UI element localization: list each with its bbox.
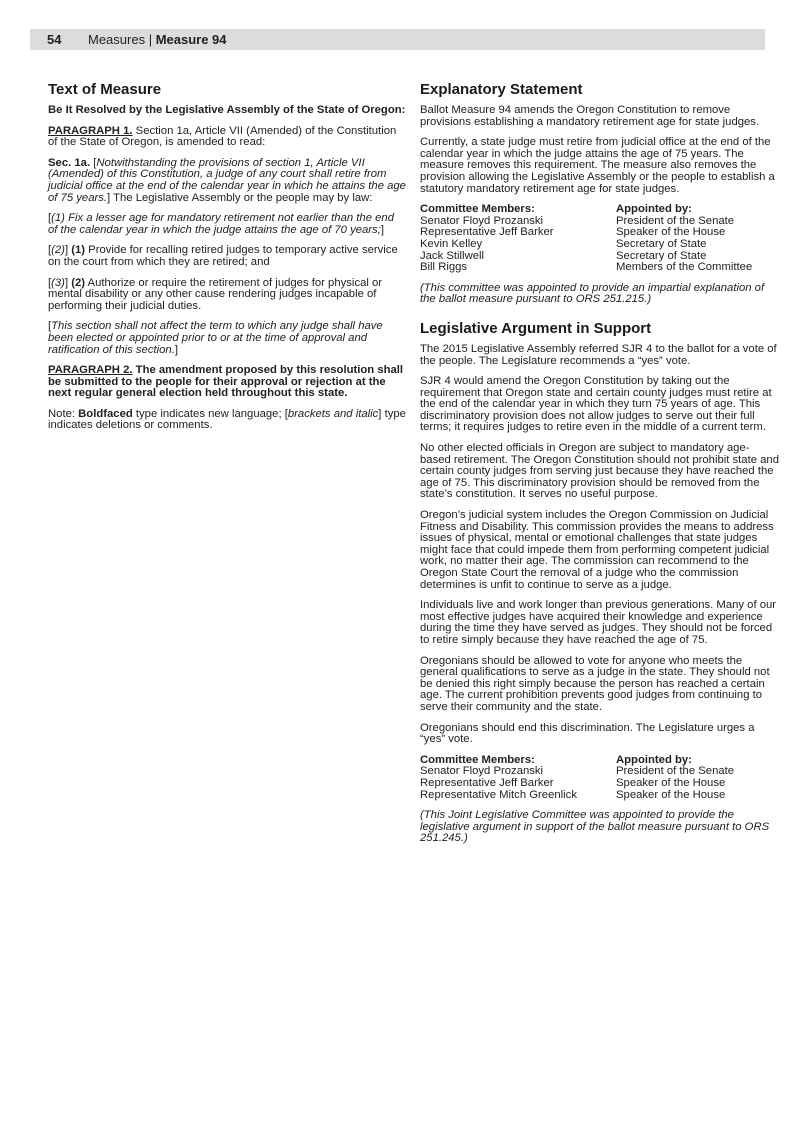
committee-members-header: Committee Members:	[420, 203, 535, 216]
text-run: [	[48, 212, 52, 225]
text-run: ]	[174, 343, 178, 356]
left-column	[48, 81, 406, 441]
paragraph	[48, 409, 406, 432]
section-breadcrumb	[88, 32, 227, 47]
legislative-argument-heading: Legislative Argument in Support	[420, 319, 652, 337]
legislative-committee-note: (This Joint Legislative Committee was appointed to provide the legislative argument in support of the ballot measure pursuant to ORS 251.245.)	[420, 809, 770, 845]
explanatory-committee-note: (This committee was appointed to provide an impartial explanation of the ballot measure pursuant to ORS 251.215.)	[420, 281, 765, 306]
text-run: Oregonians should end this discrimination. The Legislature urges a “yes” vote.	[420, 721, 755, 746]
text-run: ] type indicates deletions or comments.	[48, 407, 406, 432]
right-column	[420, 81, 780, 854]
committee-member-name: Kevin Kelley	[420, 237, 483, 250]
page-header	[30, 29, 765, 50]
paragraph	[420, 344, 780, 367]
paragraph	[48, 105, 406, 117]
paragraph	[420, 656, 780, 714]
text-run: Oregon’s judicial system includes the Oregon Commission on Judicial Fitness and Disability. This commission provides the means to address issues of physical, mental or emotional challenges that state judges might face that could impede them from performing competent judicial work, no matter their age. The commission can recommend to the Oregon State Court the removal of a judge who the commission determines is unfit to continue to serve as a judge.	[420, 509, 774, 591]
committee-member-appointed-by: Speaker of the House	[616, 788, 726, 801]
section-name: Measures	[88, 32, 146, 47]
committee-member-appointed-by: President of the Senate	[616, 214, 735, 227]
committee-member-name: Senator Floyd Prozanski	[420, 214, 544, 227]
text-run: Provide for recalling retired judges to temporary active service on the court from which they are retired; and	[48, 244, 398, 268]
breadcrumb-separator: |	[145, 32, 156, 47]
text-run: The 2015 Legislative Assembly referred SJR 4 to the ballot for a vote of the people. The Legislature recommends a “yes” vote.	[420, 342, 777, 367]
text-run: Authorize or require the retirement of judges for physical or mental disability or any other cause rendering judges incapable of performing their judicial duties.	[48, 276, 383, 312]
paragraph	[48, 245, 406, 268]
explanatory-statement-body	[420, 105, 780, 195]
explanatory-statement-heading: Explanatory Statement	[420, 81, 583, 98]
committee-member-appointed-by: Secretary of State	[616, 237, 707, 250]
committee-member-appointed-by: Speaker of the House	[616, 226, 726, 239]
text-run: PARAGRAPH 2.	[48, 364, 133, 377]
text-run: Boldfaced	[78, 407, 133, 420]
text-run: This section shall not affect the term to which any judge shall have been elected or appointed prior to or at the time of approval and ratification of this section.	[48, 320, 383, 356]
committee-member-appointed-by: Secretary of State	[616, 249, 707, 262]
committee-member-appointed-by: President of the Senate	[616, 765, 735, 778]
text-run: [	[90, 156, 97, 169]
paragraph	[48, 213, 406, 236]
paragraph	[420, 723, 780, 746]
paragraph	[420, 105, 780, 128]
committee-member-name: Representative Mitch Greenlick	[420, 788, 577, 801]
text-run: (3)	[51, 276, 65, 289]
committee-member-name: Bill Riggs	[420, 261, 468, 274]
text-run: Be It Resolved by the Legislative Assembly of the State of Oregon:	[48, 104, 406, 116]
text-run: ] The Legislative Assembly or the people may by law:	[107, 191, 373, 204]
paragraph	[420, 510, 780, 591]
paragraph	[420, 137, 780, 195]
appointed-by-header: Appointed by:	[616, 203, 692, 216]
committee-member-name: Jack Stillwell	[420, 249, 485, 262]
text-of-measure-body	[48, 105, 406, 432]
paragraph	[48, 365, 406, 400]
paragraph	[48, 158, 406, 204]
paragraph	[48, 278, 406, 313]
text-run: [	[48, 244, 52, 257]
text-run: Ballot Measure 94 amends the Oregon Constitution to remove provisions establishing a mandatory retirement age for state judges.	[420, 104, 760, 128]
text-run: Individuals live and work longer than previous generations. Many of our most effective judges have acquired their knowledge and experience during the time they have served as judges. They should not be forced to retire simply because they have reached the age of 75.	[420, 599, 777, 646]
paragraph	[420, 443, 780, 501]
text-run: No other elected officials in Oregon are subject to mandatory age-based retirement. The Oregon Constitution should not prohibit state and certain county judges from serving just because they have reached the age of 75. This discriminatory provision should be removed from the state’s constitution. It serves no useful purpose.	[420, 442, 780, 501]
paragraph	[48, 321, 406, 356]
text-run: Section 1a, Article VII (Amended) of the Constitution of the State of Oregon, is amended to read:	[48, 124, 397, 149]
text-run: type indicates new language; [	[132, 407, 288, 420]
paragraph	[420, 600, 780, 646]
text-run: ]	[64, 276, 72, 289]
text-run: ]	[380, 223, 384, 236]
text-run: Note:	[48, 407, 79, 420]
text-run: (2)	[51, 244, 65, 257]
text-run: brackets and italic	[287, 407, 379, 420]
text-run: PARAGRAPH 1.	[48, 124, 133, 137]
legislative-committee-table	[420, 755, 780, 801]
text-run: Sec. 1a.	[48, 156, 91, 169]
text-run: [	[48, 320, 52, 333]
committee-members-header: Committee Members:	[420, 753, 535, 766]
text-run: SJR 4 would amend the Oregon Constitution by taking out the requirement that Oregon state and certain county judges must retire at the end of the calendar year in which they turn 75 years of age. This discriminatory provision does not allow judges to serve out their full terms; it requires judges to retire even in the middle of a current term.	[420, 375, 772, 434]
text-run: ]	[64, 244, 72, 257]
text-run: (2)	[71, 276, 86, 289]
paragraph	[420, 376, 780, 434]
text-run: [	[48, 276, 52, 289]
legislative-argument-body	[420, 344, 780, 746]
text-run: (1) Fix a lesser age for mandatory retirement not earlier than the end of the calendar year in which the judge attains the age of 70 years;	[48, 212, 394, 236]
text-run: Oregonians should be allowed to vote for anyone who meets the general qualifications to serve as a judge in the state. They should not be denied this right simply because the person has reached a certain age. The current prohibition prevents good judges from continuing to serve their community and the state.	[420, 654, 770, 713]
paragraph	[48, 126, 406, 149]
text-of-measure-heading: Text of Measure	[48, 81, 162, 98]
committee-member-appointed-by: Members of the Committee	[616, 261, 753, 274]
appointed-by-header: Appointed by:	[616, 753, 692, 766]
text-run: The amendment proposed by this resolution shall be submitted to the people for their approval or rejection at the next regular general election held throughout this state.	[48, 364, 404, 400]
committee-member-appointed-by: Speaker of the House	[616, 776, 726, 789]
committee-member-name: Senator Floyd Prozanski	[420, 765, 544, 778]
text-run: Currently, a state judge must retire from judicial office at the end of the calendar year in which the judge attains the age of 75 years. The measure removes this requirement. The measure also removes the provision allowing the Legislative Assembly or the people to establish a statutory mandatory retirement age for state judges.	[420, 136, 775, 195]
text-run: (1)	[71, 244, 86, 257]
explanatory-committee-table	[420, 204, 780, 274]
measure-name: Measure 94	[155, 32, 227, 47]
committee-member-name: Representative Jeff Barker	[420, 226, 554, 239]
committee-member-name: Representative Jeff Barker	[420, 776, 554, 789]
page-number: 54	[47, 32, 62, 47]
text-run: Notwithstanding the provisions of section 1, Article VII (Amended) of this Constitution, a judge of any court shall retire from judicial office at the end of the calendar year in which he attains the age of 75 years.	[48, 156, 406, 204]
